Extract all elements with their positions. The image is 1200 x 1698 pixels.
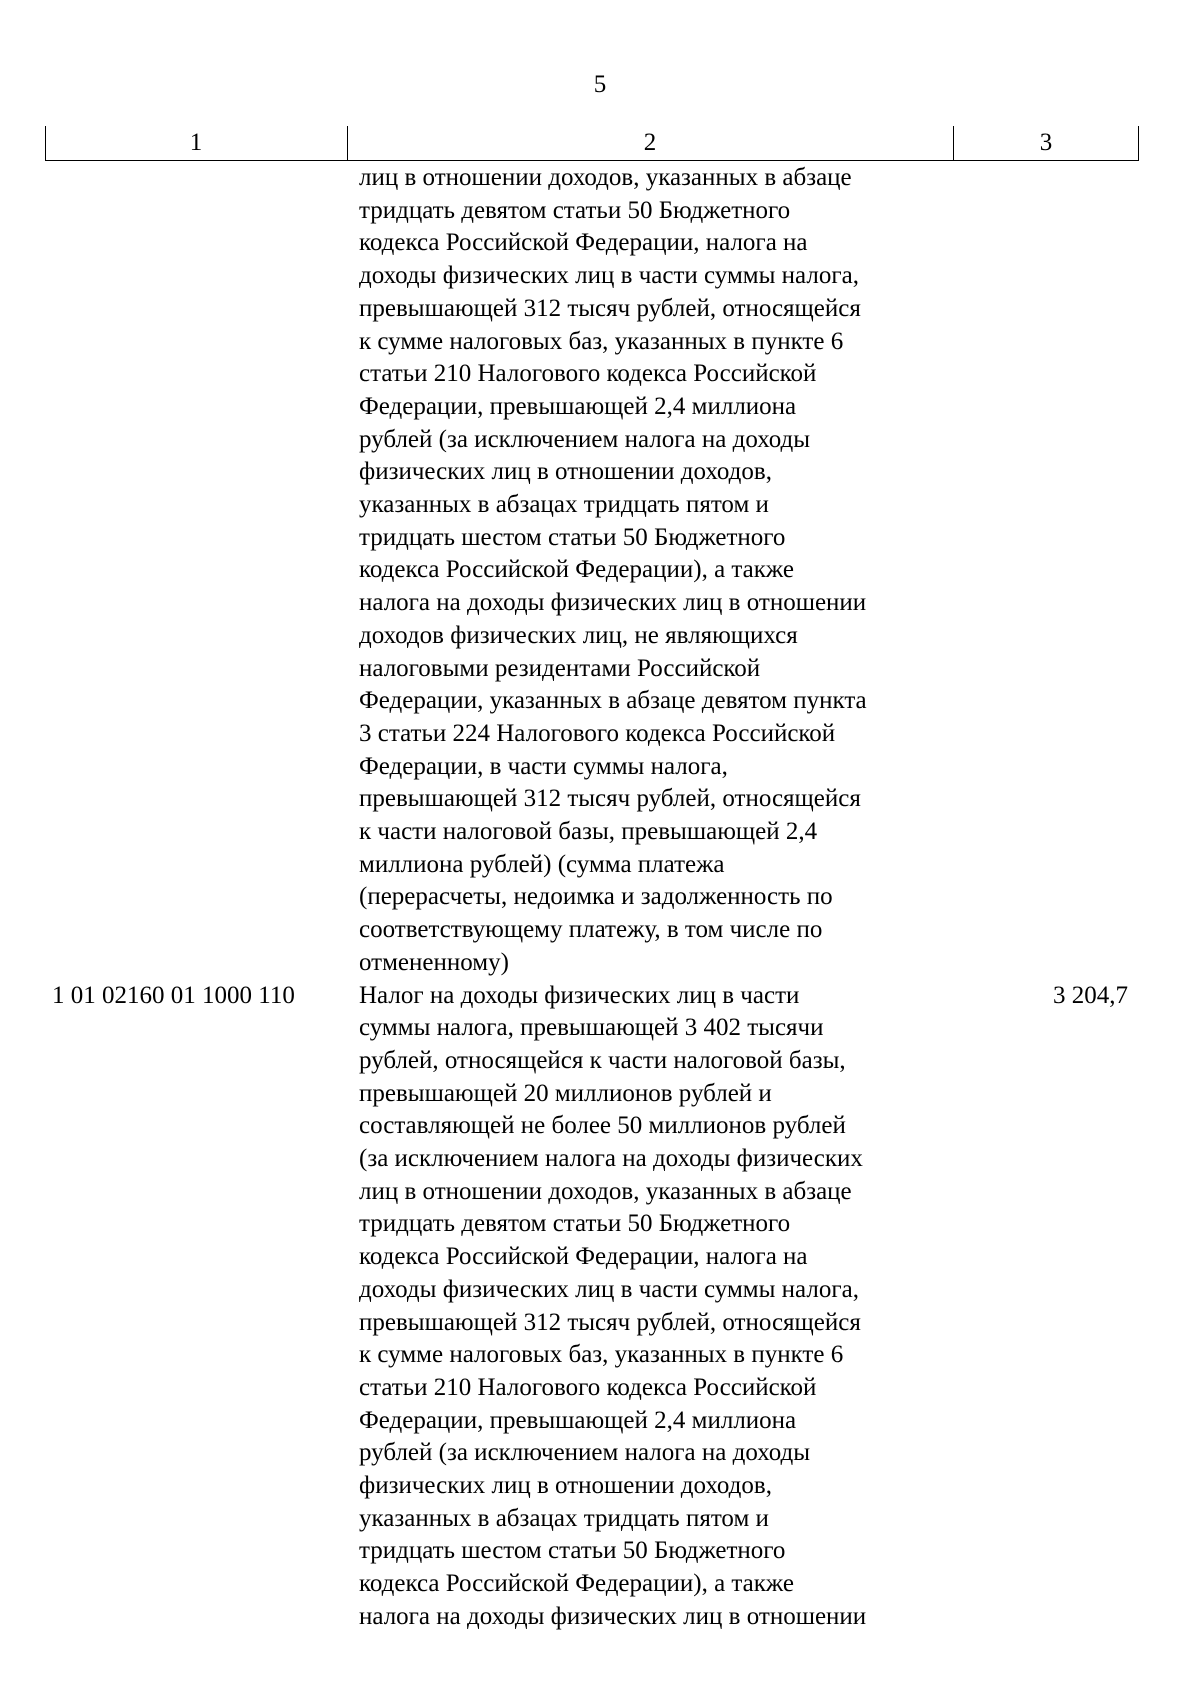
row-text-line: к сумме налоговых баз, указанных в пункте 6 bbox=[359, 1341, 844, 1369]
continuation-line: физических лиц в отношении доходов, bbox=[359, 458, 772, 486]
row-text-line: рублей, относящейся к части налоговой базы, bbox=[359, 1046, 846, 1074]
row-amount: 3 204,7 bbox=[1053, 981, 1128, 1009]
header-col-3: 3 bbox=[1039, 129, 1053, 156]
row-text-line: превышающей 312 тысяч рублей, относящейся bbox=[359, 1308, 861, 1336]
continuation-line: кодекса Российской Федерации, налога на bbox=[359, 229, 808, 257]
row-text-line: указанных в абзацах тридцать пятом и bbox=[359, 1504, 769, 1532]
row-text-line: физических лиц в отношении доходов, bbox=[359, 1472, 772, 1499]
continuation-line: указанных в абзацах тридцать пятом и bbox=[359, 491, 769, 518]
continuation-line: доходов физических лиц, не являющихся bbox=[359, 621, 798, 649]
continuation-line: рублей (за исключением налога на доходы bbox=[359, 425, 811, 453]
continuation-line: Федерации, в части суммы налога, bbox=[359, 752, 728, 780]
row-text-line: Налог на доходы физических лиц в части bbox=[359, 981, 800, 1009]
row-text-line: лиц в отношении доходов, указанных в абзаце bbox=[359, 1177, 852, 1205]
continuation-line: кодекса Российской Федерации), а также bbox=[359, 556, 794, 584]
continuation-line: соответствующему платежу, в том числе по bbox=[359, 916, 823, 944]
continuation-line: тридцать шестом статьи 50 Бюджетного bbox=[359, 523, 786, 551]
continuation-line: к части налоговой базы, превышающей 2,4 bbox=[359, 818, 818, 845]
continuation-line: отмененному) bbox=[359, 948, 509, 976]
table-border-right bbox=[1138, 126, 1139, 160]
row-text-line: Федерации, превышающей 2,4 миллиона bbox=[359, 1406, 797, 1434]
row-text-line: доходы физических лиц в части суммы налога, bbox=[359, 1275, 859, 1303]
row-text-line: суммы налога, превышающей 3 402 тысячи bbox=[359, 1014, 824, 1042]
continuation-line: налоговыми резидентами Российской bbox=[359, 654, 761, 682]
continuation-line: (перерасчеты, недоимка и задолженность по bbox=[359, 883, 833, 911]
table-header-row bbox=[45, 126, 1139, 161]
row-text-line: (за исключением налога на доходы физических bbox=[359, 1145, 863, 1172]
row-text-line: тридцать шестом статьи 50 Бюджетного bbox=[359, 1537, 786, 1565]
row-text-line: рублей (за исключением налога на доходы bbox=[359, 1439, 811, 1467]
continuation-line: доходы физических лиц в части суммы налога, bbox=[359, 262, 859, 290]
continuation-line: Федерации, указанных в абзаце девятом пункта bbox=[359, 687, 867, 715]
row-text-line: кодекса Российской Федерации), а также bbox=[359, 1570, 794, 1598]
continuation-line: миллиона рублей) (сумма платежа bbox=[359, 850, 725, 878]
row-text-line: составляющей не более 50 миллионов рублей bbox=[359, 1112, 846, 1140]
page-number: 5 bbox=[593, 71, 607, 98]
row-code: 1 01 02160 01 1000 110 bbox=[52, 981, 295, 1009]
header-col-1: 1 bbox=[189, 129, 203, 156]
continuation-line: превышающей 312 тысяч рублей, относящейся bbox=[359, 785, 861, 813]
row-text-line: превышающей 20 миллионов рублей и bbox=[359, 1079, 772, 1107]
continuation-line: лиц в отношении доходов, указанных в абзаце bbox=[359, 164, 852, 191]
row-text-line: статьи 210 Налогового кодекса Российской bbox=[359, 1373, 817, 1401]
continuation-line: превышающей 312 тысяч рублей, относящейся bbox=[359, 294, 861, 322]
row-text-line: налога на доходы физических лиц в отношении bbox=[359, 1602, 867, 1630]
header-col-2: 2 bbox=[643, 129, 657, 156]
continuation-line: тридцать девятом статьи 50 Бюджетного bbox=[359, 196, 791, 224]
continuation-line: налога на доходы физических лиц в отношении bbox=[359, 589, 867, 617]
row-text-line: кодекса Российской Федерации, налога на bbox=[359, 1243, 808, 1271]
continuation-line: Федерации, превышающей 2,4 миллиона bbox=[359, 392, 797, 420]
row-text-line: тридцать девятом статьи 50 Бюджетного bbox=[359, 1210, 791, 1238]
continuation-line: статьи 210 Налогового кодекса Российской bbox=[359, 360, 817, 388]
continuation-line: 3 статьи 224 Налогового кодекса Российской bbox=[359, 719, 836, 747]
continuation-line: к сумме налоговых баз, указанных в пункте 6 bbox=[359, 327, 844, 355]
